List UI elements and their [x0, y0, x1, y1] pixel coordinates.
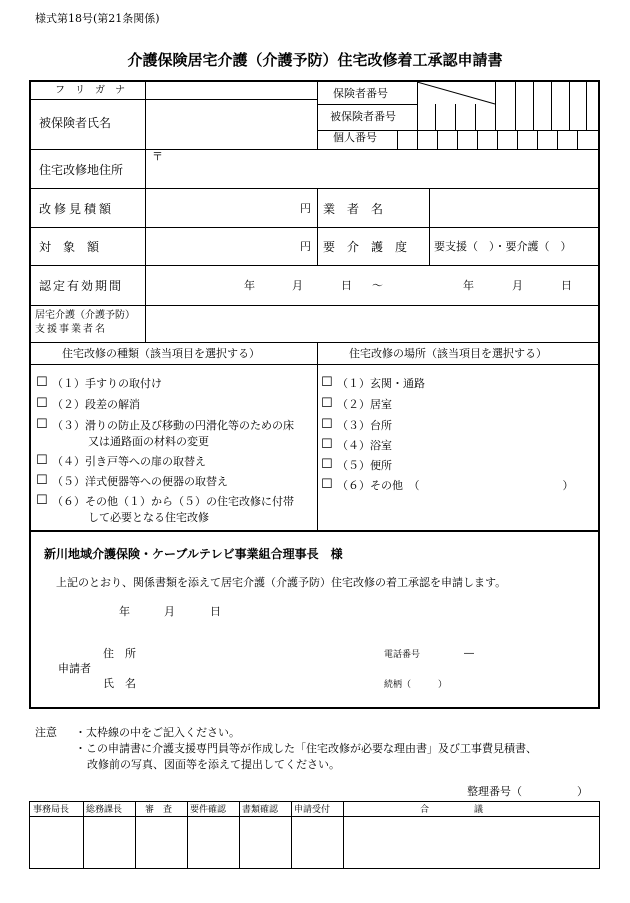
- period-label: 認定有効期間: [39, 279, 124, 293]
- application-year: 年: [119, 605, 130, 618]
- target-yen: 円: [300, 240, 311, 253]
- type-checkbox-2[interactable]: ☐: [36, 396, 48, 411]
- addressee: 新川地域介護保険・ケーブルテレビ事業組合理事長 様: [44, 547, 343, 561]
- note-line-1: ・太枠線の中をご記入ください。: [75, 726, 240, 739]
- rule: [475, 104, 476, 130]
- note-line-3: 改修前の写真、図面等を添えて提出してください。: [87, 758, 340, 771]
- rule: [187, 802, 188, 868]
- reference-number-label: 整理番号（ ）: [467, 785, 588, 798]
- rule: [31, 364, 600, 365]
- rule: [569, 82, 570, 130]
- type-checkbox-6[interactable]: ☐: [36, 493, 48, 508]
- rule: [31, 342, 600, 343]
- place-checkbox-3[interactable]: ☐: [321, 417, 333, 432]
- rule: [557, 130, 558, 149]
- office-col-4: 要件確認: [190, 805, 227, 815]
- rule: [417, 130, 418, 149]
- place-checkbox-5[interactable]: ☐: [321, 457, 333, 472]
- types-header: 住宅改修の種類（該当項目を選択する）: [62, 347, 260, 360]
- period-end-day: 日: [561, 279, 572, 292]
- rule: [495, 104, 496, 130]
- estimate-yen: 円: [300, 202, 311, 215]
- address-input[interactable]: [170, 150, 590, 185]
- office-col-7: 合 議: [420, 805, 484, 815]
- contractor-label: 業 者 名: [323, 202, 384, 216]
- type-checkbox-1[interactable]: ☐: [36, 375, 48, 390]
- target-amount-label: 対 象 額: [39, 240, 100, 254]
- type-item-3: （３）滑りの防止及び移動の円滑化等のための床: [52, 419, 294, 432]
- support-office-label-2: 支援事業者名: [35, 324, 107, 335]
- form-title: 介護保険居宅介護（介護予防）住宅改修着工承認申請書: [127, 51, 503, 69]
- type-item-3-cont: 又は通路面の材料の変更: [88, 435, 209, 448]
- place-item-4: （４）浴室: [337, 439, 392, 452]
- support-office-input[interactable]: [146, 306, 596, 340]
- insurer-number-label: 保険者番号: [333, 87, 388, 100]
- rule: [317, 82, 318, 149]
- office-col-5: 書類確認: [242, 805, 279, 815]
- rule: [515, 82, 516, 130]
- support-office-label-1: 居宅介護（介護予防）: [35, 310, 135, 321]
- estimate-input[interactable]: [146, 190, 296, 224]
- form-number: 様式第18号(第21条関係): [35, 12, 160, 25]
- place-item-5: （５）便所: [337, 459, 392, 472]
- furigana-label: フ リ ガ ナ: [55, 85, 125, 96]
- places-header: 住宅改修の場所（該当項目を選択する）: [349, 347, 547, 360]
- period-end-year: 年: [463, 279, 474, 292]
- rule: [317, 342, 318, 530]
- rule: [533, 82, 534, 130]
- rule: [291, 802, 292, 868]
- rule: [586, 82, 587, 130]
- application-statement: 上記のとおり、関係書類を添えて居宅介護（介護予防）住宅改修の着工承認を申請します。: [56, 576, 507, 589]
- rule: [577, 130, 578, 149]
- applicant-name-label: 氏 名: [103, 677, 136, 690]
- place-checkbox-1[interactable]: ☐: [321, 375, 333, 390]
- place-checkbox-6[interactable]: ☐: [321, 477, 333, 492]
- rule: [135, 802, 136, 868]
- diagonal-strike: [417, 82, 497, 105]
- office-col-6: 申請受付: [294, 805, 331, 815]
- type-item-5: （５）洋式便器等への便器の取替え: [52, 475, 228, 488]
- rule: [343, 802, 344, 868]
- furigana-input[interactable]: [146, 82, 316, 98]
- rule: [317, 188, 318, 265]
- office-col-3: 審 査: [145, 805, 173, 815]
- rule: [31, 530, 600, 532]
- rule: [517, 130, 518, 149]
- place-checkbox-2[interactable]: ☐: [321, 396, 333, 411]
- application-day: 日: [210, 605, 221, 618]
- type-item-6-cont: して必要となる住宅改修: [88, 511, 209, 524]
- place-checkbox-4[interactable]: ☐: [321, 437, 333, 452]
- applicant-label: 申請者: [58, 662, 91, 675]
- care-level-label: 要 介 護 度: [323, 240, 408, 254]
- rule: [437, 130, 438, 149]
- place-item-1: （１）玄関・通路: [337, 377, 425, 390]
- insured-number-label: 被保険者番号: [330, 110, 396, 123]
- address-label: 住宅改修地住所: [39, 163, 124, 177]
- notes-heading: 注意: [35, 726, 57, 739]
- period-end-month: 月: [512, 279, 523, 292]
- phone-label: 電話番号: [384, 650, 421, 660]
- rule: [317, 104, 417, 105]
- rule: [457, 130, 458, 149]
- rule: [477, 130, 478, 149]
- type-item-6: （６）その他（１）から（５）の住宅改修に付帯: [52, 495, 294, 508]
- personal-number-label: 個人番号: [333, 131, 377, 144]
- relation-label: 続柄（ ）: [384, 680, 448, 690]
- rule: [31, 227, 600, 228]
- place-item-3: （３）台所: [337, 419, 392, 432]
- place-item-6: （６）その他 （ ）: [337, 479, 574, 492]
- type-item-1: （１）手すりの取付け: [52, 377, 162, 390]
- postal-mark: 〒: [152, 150, 163, 163]
- target-amount-input[interactable]: [146, 228, 296, 262]
- contractor-input[interactable]: [430, 190, 596, 224]
- type-checkbox-4[interactable]: ☐: [36, 453, 48, 468]
- type-item-4: （４）引き戸等への扉の取替え: [52, 455, 206, 468]
- office-col-1: 事務局長: [33, 805, 70, 815]
- rule: [397, 130, 398, 149]
- rule: [31, 265, 600, 266]
- period-start-year: 年: [244, 279, 255, 292]
- rule: [31, 188, 600, 189]
- estimate-label: 改修見積額: [39, 202, 115, 216]
- rule: [537, 130, 538, 149]
- rule: [239, 802, 240, 868]
- period-tilde: ～: [372, 279, 383, 292]
- note-line-2: ・この申請書に介護支援専門員等が作成した「住宅改修が必要な理由書」及び工事費見積書、: [75, 742, 537, 755]
- place-item-2: （２）居室: [337, 398, 392, 411]
- office-col-2: 総務課長: [86, 805, 123, 815]
- application-month: 月: [164, 605, 175, 618]
- insured-name-input[interactable]: [146, 100, 316, 144]
- applicant-address-label: 住 所: [103, 647, 136, 660]
- applicant-address-input[interactable]: [150, 644, 370, 662]
- rule: [83, 802, 84, 868]
- period-start-day: 日: [341, 279, 352, 292]
- applicant-name-input[interactable]: [150, 674, 370, 692]
- rule: [551, 82, 552, 130]
- rule: [497, 130, 498, 149]
- type-checkbox-3[interactable]: ☐: [36, 417, 48, 432]
- care-level-value: 要支援（ ）・要介護（ ）: [434, 240, 572, 253]
- period-start-month: 月: [292, 279, 303, 292]
- insured-name-label: 被保険者氏名: [39, 116, 112, 130]
- rule: [455, 104, 456, 130]
- phone-dash: ―: [464, 648, 474, 659]
- type-item-2: （２）段差の解消: [52, 398, 140, 411]
- rule: [435, 104, 436, 130]
- type-checkbox-5[interactable]: ☐: [36, 473, 48, 488]
